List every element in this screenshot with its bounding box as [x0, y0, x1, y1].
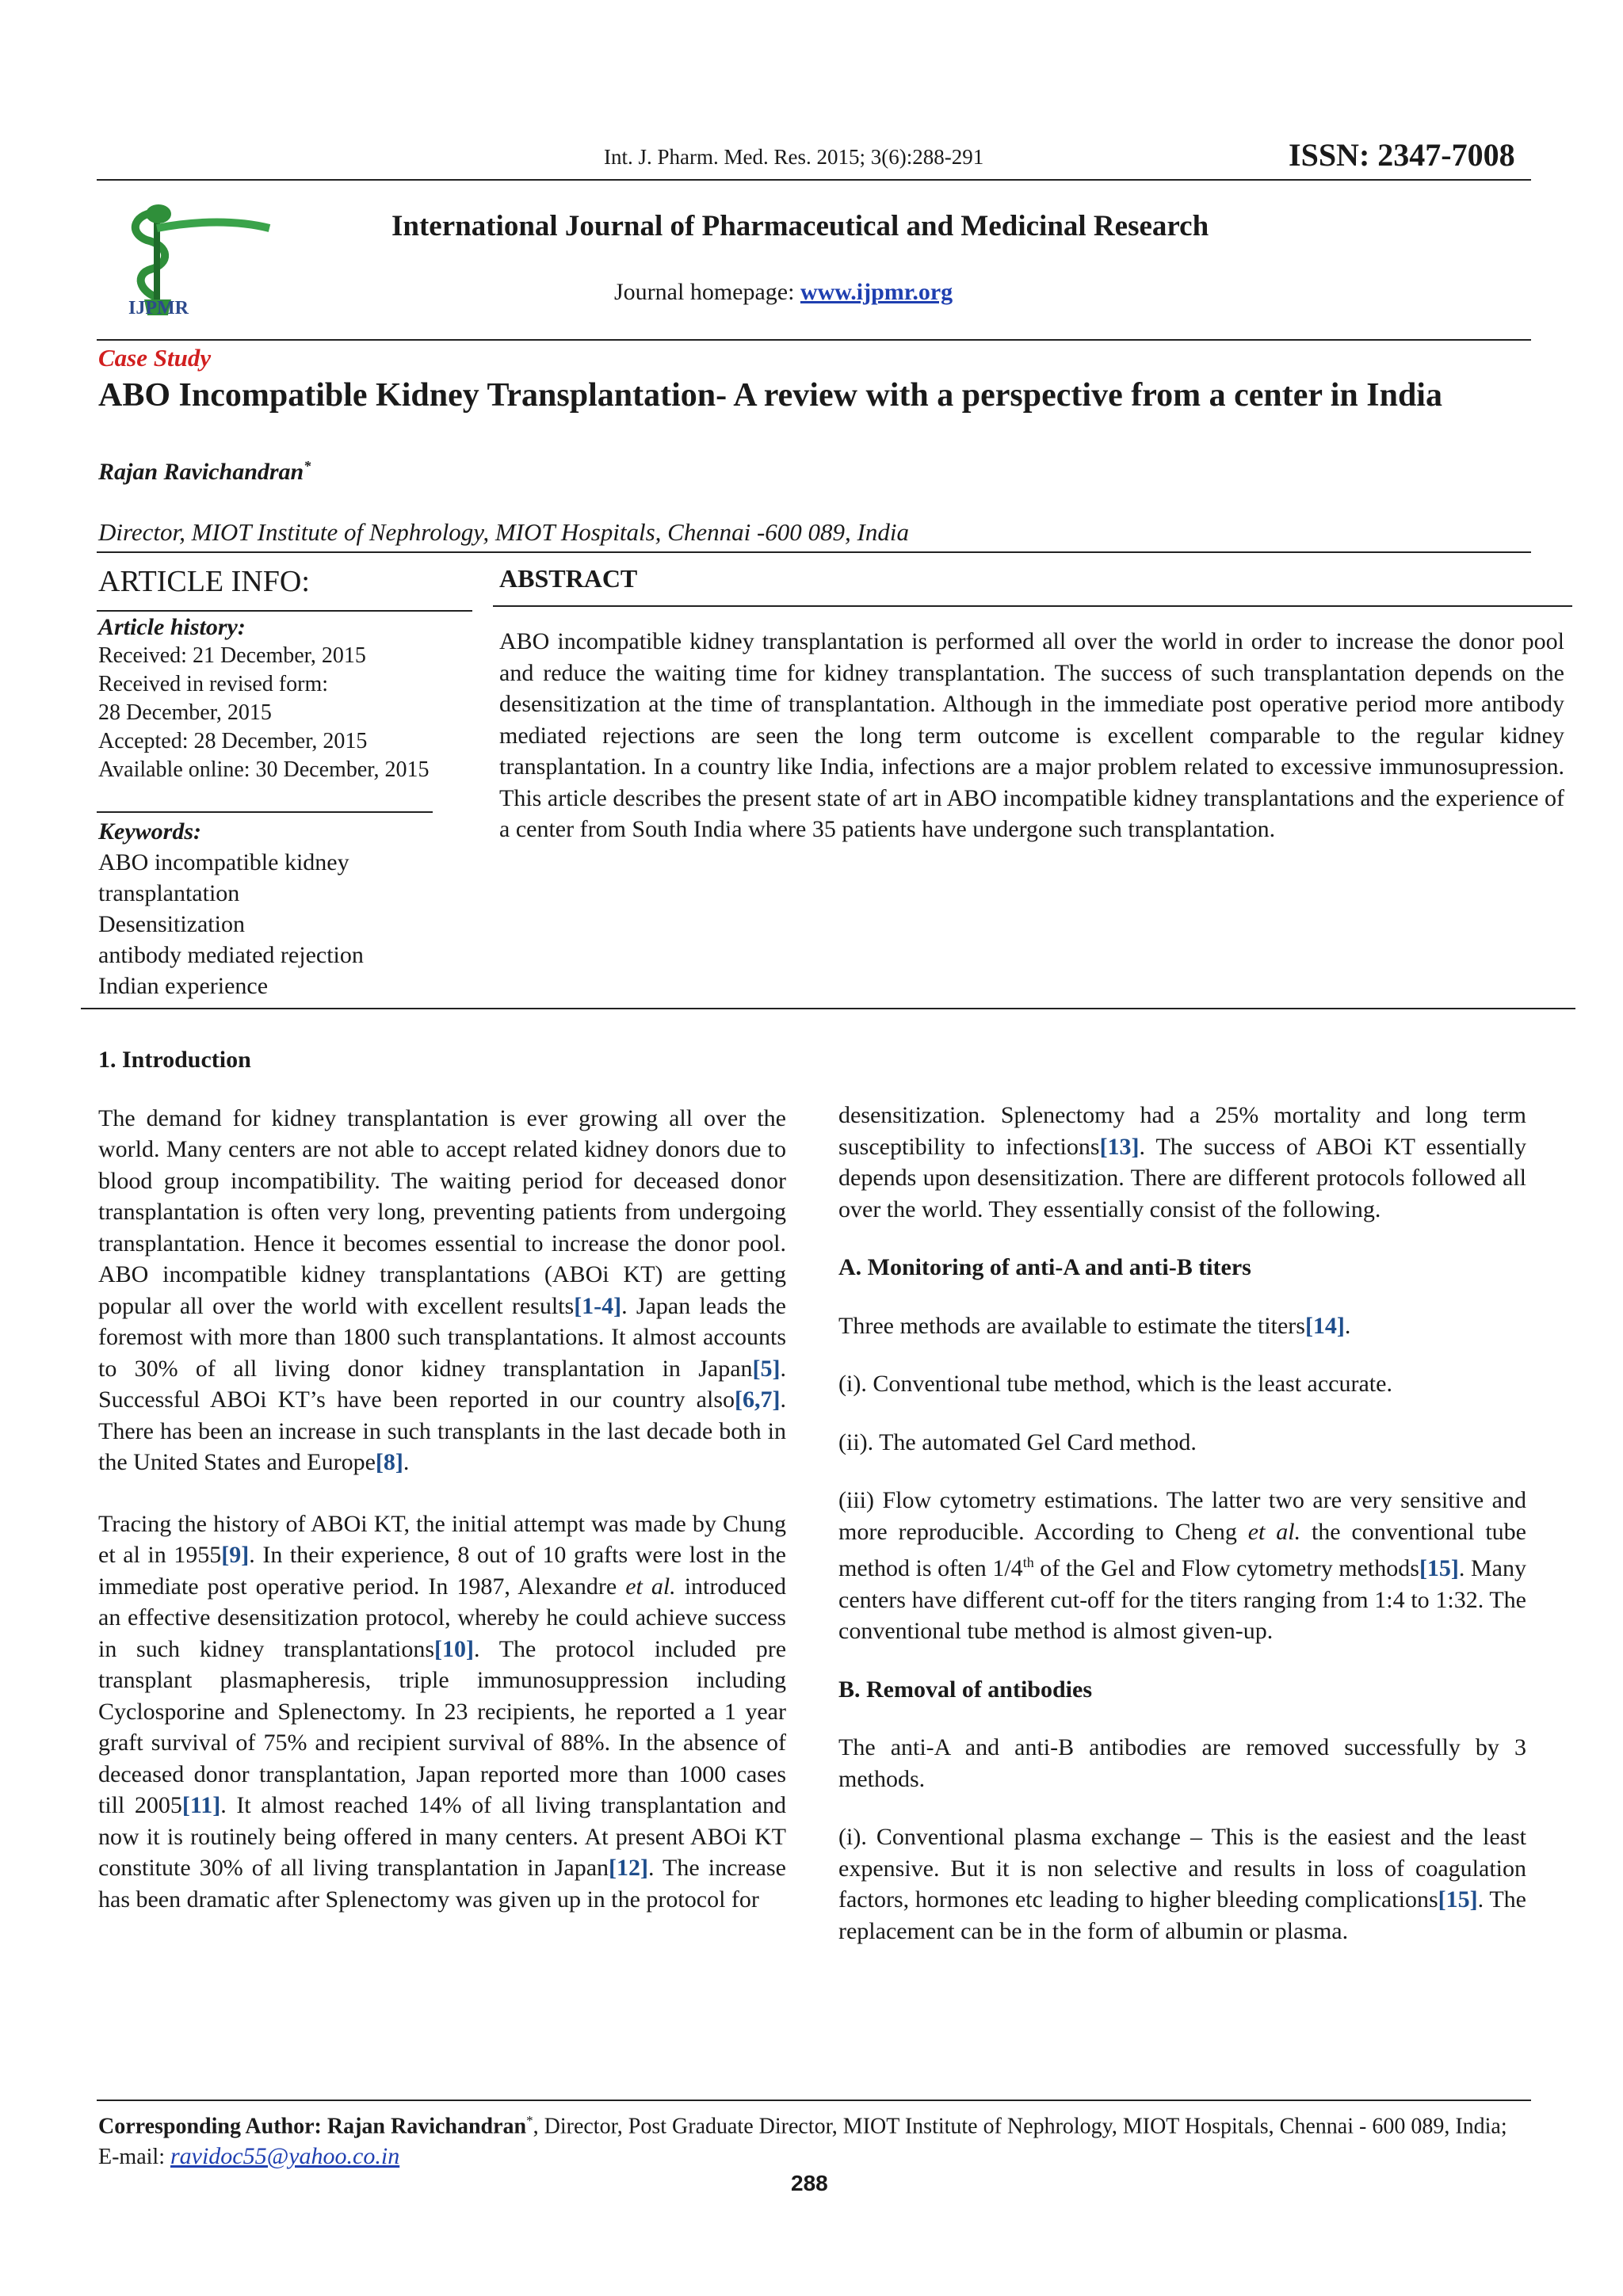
- logo-text: IJPMR: [128, 298, 189, 318]
- keywords-heading: Keywords:: [98, 818, 201, 845]
- section-heading-a: A. Monitoring of anti-A and anti-B titers: [838, 1254, 1251, 1280]
- right-paragraph-b1: The anti-A and anti-B antibodies are removed successfully by 3 methods.: [838, 1734, 1526, 1792]
- right-paragraph-a4: (iii) Flow cytometry estimations. The latter two are very sensitive and more reproducible. According to Cheng et al. the conventional tube method is often 1/4th of the Gel and Flow cytometry methods[15]. Many centers have different cut-off for the titers ranging from 1:4 to 1:32. The conventional tube method is almost given-up.: [838, 1487, 1526, 1644]
- history-revised-date: 28 December, 2015: [98, 700, 272, 725]
- keyword-item: Indian experience: [98, 973, 269, 999]
- article-history: [98, 613, 455, 784]
- right-paragraph-a2: (i). Conventional tube method, which is the least accurate.: [838, 1371, 1392, 1397]
- corresponding-author: Corresponding Author: Rajan Ravichandran*, Director, Post Graduate Director, MIOT Institute of Nephrology, MIOT Hospitals, Chennai - 600 089, India; E-mail: ravidoc55@yahoo.co.in: [98, 2113, 1507, 2170]
- section-heading-introduction: 1. Introduction: [98, 1047, 251, 1073]
- journal-logo: [103, 196, 277, 323]
- homepage-label: Journal homepage:: [614, 279, 800, 305]
- keyword-item: antibody mediated rejection: [98, 942, 364, 968]
- history-revised: Received in revised form:: [98, 672, 329, 696]
- intro-paragraph-2: Tracing the history of ABOi KT, the initial attempt was made by Chung et al in 1955[9]. In their experience, 8 out of 10 grafts were lost in the immediate post operative period. In 1987, Alexandre et al. introduced an effective desensitization protocol, whereby he could achieve success in such kidney transplantations[10]. The protocol included pre transplant plasmapheresis, triple immunosuppression including Cyclosporine and Splenectomy. In 23 recipients, he reported a 1 year graft survival of 75% and recipient survival of 88%. In the absence of deceased donor transplantation, Japan reported more than 1000 cases till 2005[11]. It almost reached 14% of all living transplantation and now it is routinely being offered in many centers. At present ABOi KT constitute 30% of all living transplantation in Japan[12]. The increase has been dramatic after Splenectomy was given up in the protocol for: [98, 1510, 787, 1913]
- right-paragraph-b2: (i). Conventional plasma exchange – This is the easiest and the least expensive. But it is non selective and results in loss of coagulation factors, hormones etc leading to higher bleeding complications[15]. The replacement can be in the form of albumin or plasma.: [838, 1824, 1526, 1944]
- homepage-link[interactable]: www.ijpmr.org: [800, 279, 953, 305]
- left-column: [98, 1044, 786, 1915]
- article-history-heading: Article history:: [98, 614, 246, 640]
- article-info-heading: ARTICLE INFO:: [98, 565, 310, 598]
- keywords: [98, 816, 447, 1001]
- article-category: Case Study: [98, 344, 212, 372]
- citation-ref[interactable]: [1-4]: [574, 1292, 622, 1319]
- right-paragraph-a1: Three methods are available to estimate the titers[14].: [838, 1312, 1351, 1339]
- keyword-item: Desensitization: [98, 911, 245, 937]
- abstract-text: ABO incompatible kidney transplantation is performed all over the world in order to increase the donor pool and reduce the waiting time for kidney transplantation. The success of such transplantation depends on the desensitization at the time of transplantation. Although in the immediate post operative period more antibody mediated rejections are seen the long term outcome is excellent comparable to the regular kidney transplantation. In a country like India, infections are a major problem related to excessive immunosupression. This article describes the present state of art in ABO incompatible kidney transplantations and the experience of a center from South India where 35 patients have undergone such transplantation.: [499, 628, 1564, 842]
- right-column: [838, 1100, 1526, 1947]
- citation-ref[interactable]: [15]: [1438, 1886, 1478, 1913]
- citation-ref[interactable]: [11]: [181, 1792, 221, 1818]
- citation-ref[interactable]: [12]: [609, 1855, 648, 1881]
- citation-ref[interactable]: [14]: [1304, 1312, 1345, 1339]
- affiliation: Director, MIOT Institute of Nephrology, MIOT Hospitals, Chennai -600 089, India: [98, 518, 909, 546]
- keyword-item: ABO incompatible kidney transplantation: [98, 849, 349, 906]
- right-paragraph-a3: (ii). The automated Gel Card method.: [838, 1428, 1197, 1455]
- citation-ref[interactable]: [13]: [1099, 1133, 1140, 1160]
- corresponding-author-label: Corresponding Author: Rajan Ravichandran: [98, 2114, 527, 2139]
- history-accepted: Accepted: 28 December, 2015: [98, 729, 368, 753]
- citation-ref[interactable]: [10]: [434, 1635, 475, 1662]
- abstract-heading: ABSTRACT: [499, 564, 638, 593]
- history-received: Received: 21 December, 2015: [98, 643, 366, 668]
- issn: ISSN: 2347-7008: [1289, 137, 1515, 173]
- citation-line: Int. J. Pharm. Med. Res. 2015; 3(6):288-291: [604, 145, 984, 169]
- right-paragraph-1: desensitization. Splenectomy had a 25% mortality and long term susceptibility to infections[13]. The success of ABOi KT essentially depends upon desensitization. There are different protocols followed all over the world. They essentially consist of the following.: [838, 1102, 1526, 1222]
- history-online: Available online: 30 December, 2015: [98, 757, 430, 782]
- citation-ref[interactable]: [8]: [375, 1449, 403, 1475]
- citation-ref[interactable]: [5]: [752, 1355, 781, 1382]
- author-name: Rajan Ravichandran*: [98, 458, 311, 485]
- journal-homepage: [614, 279, 953, 306]
- page-number: 288: [791, 2171, 828, 2195]
- email-link[interactable]: ravidoc55@yahoo.co.in: [170, 2143, 400, 2170]
- intro-paragraph-1: The demand for kidney transplantation is ever growing all over the world. Many centers are not able to accept related kidney donors due to blood group incompatibility. The waiting period for deceased donor transplantation is often very long, preventing patients from undergoing transplantation. Hence it becomes essential to increase the donor pool. ABO incompatible kidney transplantations (ABOi KT) are getting popular all over the world with excellent results[1-4]. Japan leads the foremost with more than 1800 such transplantations. It almost accounts to 30% of all living donor kidney transplantation in Japan[5]. Successful ABOi KT’s have been reported in our country also[6,7]. There has been an increase in such transplants in the last decade both in the United States and Europe[8].: [98, 1104, 786, 1475]
- article-title: ABO Incompatible Kidney Transplantation- A review with a perspective from a center in India: [98, 377, 1442, 414]
- journal-title: International Journal of Pharmaceutical and Medicinal Research: [391, 210, 1209, 242]
- citation-ref[interactable]: [15]: [1419, 1555, 1459, 1581]
- author-mark: *: [304, 458, 311, 474]
- citation-ref[interactable]: [9]: [221, 1542, 250, 1568]
- section-heading-b: B. Removal of antibodies: [838, 1676, 1093, 1703]
- citation-ref[interactable]: [6,7]: [735, 1386, 781, 1413]
